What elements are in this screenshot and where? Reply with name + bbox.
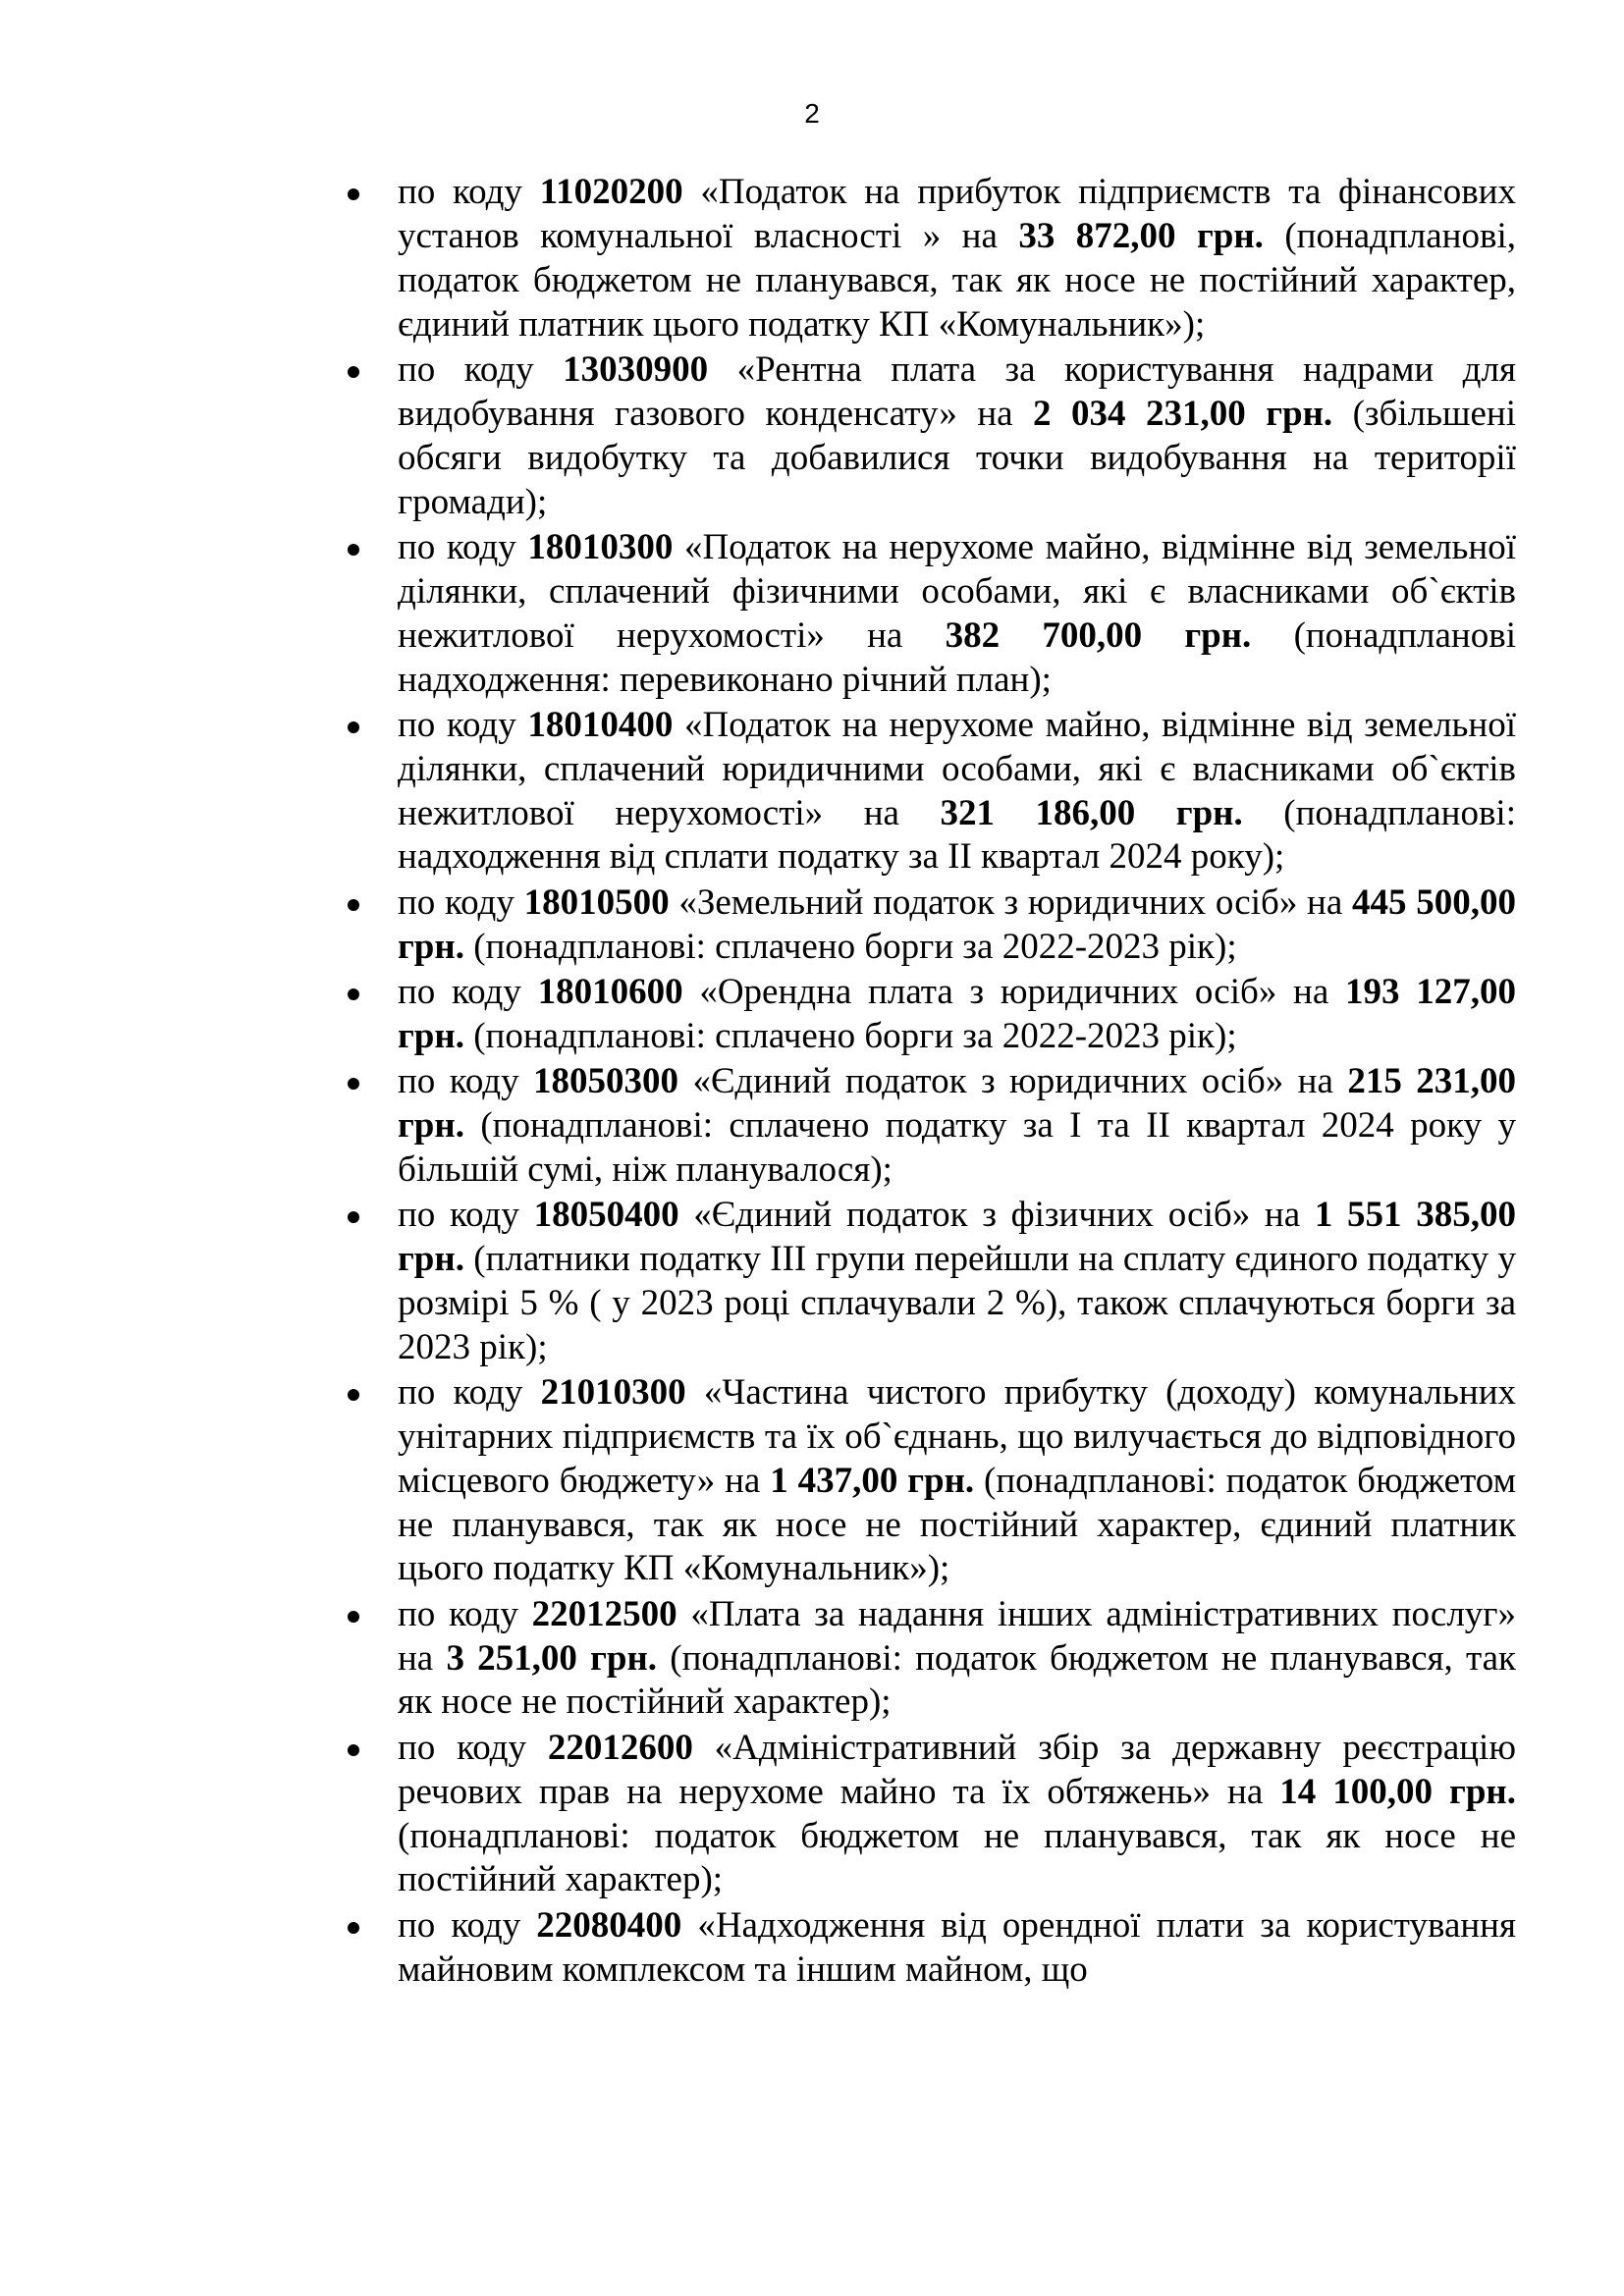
list-item: по коду 18010500 «Земельний податок з юридичних осіб» на 445 500,00 грн. (понадпланові: сплачено борги за 2022-2023 рік); bbox=[398, 881, 1516, 970]
page-number: 2 bbox=[804, 98, 820, 129]
amount: 2 034 231,00 грн. bbox=[1033, 393, 1333, 434]
list-item: по коду 18010300 «Податок на нерухоме майно, відмінне від земельної ділянки, сплачений фізичними особами, які є власниками об`єктів нежитлової нерухомості» на 382 700,00 грн. (понадпланові надходження: перевиконано річний план); bbox=[398, 526, 1516, 703]
revenue-code: 18010300 bbox=[527, 526, 674, 567]
amount: 193 127,00 грн. bbox=[398, 971, 1516, 1056]
revenue-code: 22080400 bbox=[536, 1904, 682, 1946]
revenue-code: 18010600 bbox=[537, 971, 683, 1012]
revenue-code: 13030900 bbox=[563, 348, 709, 390]
revenue-code: 22012500 bbox=[531, 1593, 677, 1634]
amount: 1 551 385,00 грн. bbox=[398, 1194, 1516, 1279]
revenue-code: 18050400 bbox=[533, 1194, 679, 1235]
list-item: по коду 22012500 «Плата за надання інших адміністративних послуг» на 3 251,00 грн. (понадпланові: податок бюджетом не планувався, так як носе не постійний характер); bbox=[398, 1593, 1516, 1726]
amount: 321 186,00 грн. bbox=[940, 792, 1243, 833]
revenue-code: 11020200 bbox=[539, 172, 683, 212]
list-item: по коду 22080400 «Надходження від орендної плати за користування майновим комплексом та іншим майном, що bbox=[398, 1904, 1516, 1993]
revenue-code: 22012600 bbox=[547, 1727, 693, 1768]
revenue-code: 18050300 bbox=[533, 1060, 679, 1101]
list-item: по коду 22012600 «Адміністративний збір за державну реєстрацію речових прав на нерухоме майно та їх обтяжень» на 14 100,00 грн. (понадпланові: податок бюджетом не планувався, так як носе не постійний характер); bbox=[398, 1727, 1516, 1903]
list-item: по коду 18050300 «Єдиний податок з юридичних осіб» на 215 231,00 грн. (понадпланові: сплачено податку за I та II квартал 2024 року у більшій сумі, ніж планувалося); bbox=[398, 1060, 1516, 1193]
amount: 14 100,00 грн. bbox=[1279, 1771, 1516, 1812]
list-item: по коду 11020200 «Податок на прибуток підприємств та фінансових установ комунальної власності » на 33 872,00 грн. (понадпланові, податок бюджетом не планувався, так як носе не постійний характер, єдиний платник цього податку КП «Комунальник»); bbox=[398, 171, 1516, 347]
revenue-code-list bbox=[398, 171, 1516, 1994]
list-item: по коду 18010400 «Податок на нерухоме майно, відмінне від земельної ділянки, сплачений юридичними особами, які є власниками об`єктів нежитлової нерухомості» на 321 186,00 грн. (понадпланові: надходження від сплати податку за II квартал 2024 року); bbox=[398, 704, 1516, 881]
amount: 215 231,00 грн. bbox=[398, 1060, 1516, 1146]
amount: 382 700,00 грн. bbox=[945, 614, 1252, 656]
list-item: по коду 18050400 «Єдиний податок з фізичних осіб» на 1 551 385,00 грн. (платники податку III групи перейшли на сплату єдиного податку у розмірі 5 % ( у 2023 році сплачували 2 %), також сплачуються борги за 2023 рік); bbox=[398, 1194, 1516, 1370]
list-item: по коду 21010300 «Частина чистого прибутку (доходу) комунальних унітарних підприємств та їх об`єднань, що вилучається до відповідного місцевого бюджету» на 1 437,00 грн. (понадпланові: податок бюджетом не планувався, так як носе не постійний характер, єдиний платник цього податку КП «Комунальник»); bbox=[398, 1371, 1516, 1592]
amount: 445 500,00 грн. bbox=[398, 881, 1516, 967]
revenue-code: 18010400 bbox=[527, 704, 674, 745]
list-item: по коду 18010600 «Орендна плата з юридичних осіб» на 193 127,00 грн. (понадпланові: сплачено борги за 2022-2023 рік); bbox=[398, 971, 1516, 1059]
amount: 1 437,00 грн. bbox=[770, 1460, 975, 1501]
amount: 33 872,00 грн. bbox=[1018, 215, 1264, 256]
revenue-code: 21010300 bbox=[540, 1371, 686, 1413]
list-item: по коду 13030900 «Рентна плата за користування надрами для видобування газового конденсату» на 2 034 231,00 грн. (збільшені обсяги видобутку та добавилися точки видобування на території громади); bbox=[398, 348, 1516, 525]
amount: 3 251,00 грн. bbox=[446, 1637, 658, 1679]
revenue-code: 18010500 bbox=[523, 881, 670, 923]
